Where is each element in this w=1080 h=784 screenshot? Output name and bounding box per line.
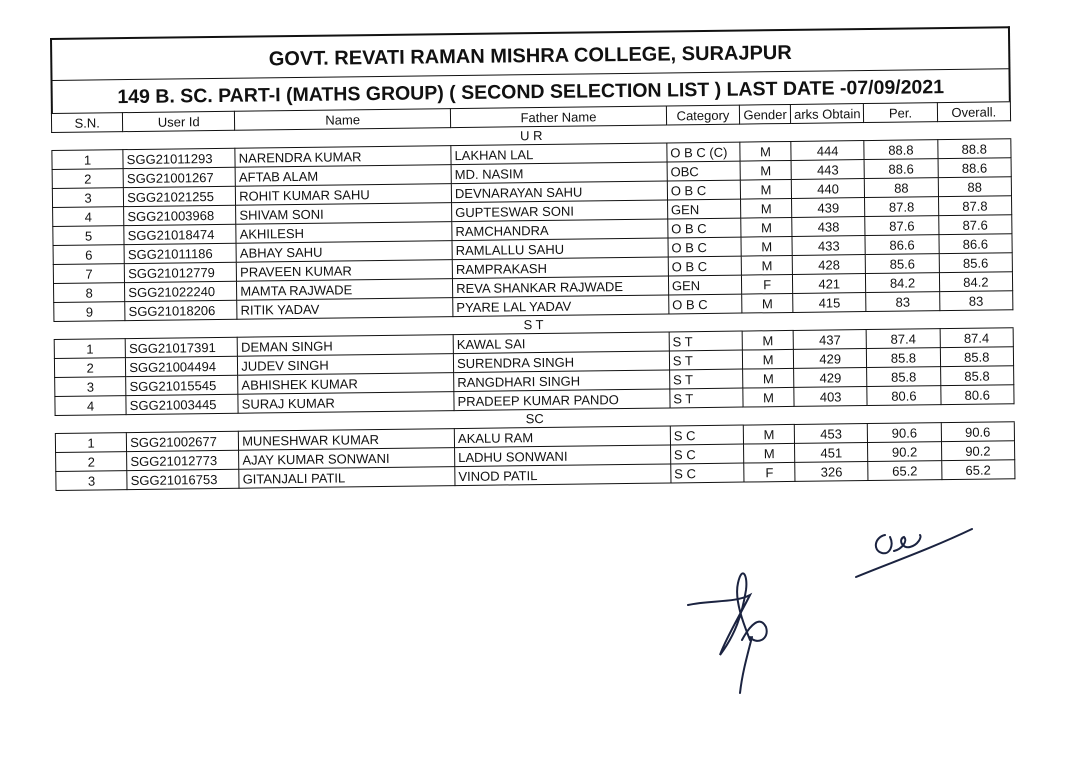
- cell-user-id: SGG21022240: [125, 281, 237, 301]
- col-marks: arks Obtain: [790, 104, 864, 124]
- cell-marks: 437: [793, 330, 867, 350]
- cell-per: 90.2: [868, 442, 942, 462]
- signature-2-icon: [850, 515, 980, 585]
- col-sn: S.N.: [51, 113, 122, 133]
- cell-marks: 421: [792, 274, 866, 294]
- cell-per: 85.8: [867, 367, 941, 387]
- cell-overall: 65.2: [941, 460, 1015, 480]
- cell-sn: 2: [54, 358, 125, 378]
- col-per: Per.: [864, 103, 938, 123]
- cell-marks: 439: [792, 198, 866, 218]
- cell-gender: M: [741, 217, 792, 237]
- cell-overall: 85.8: [940, 347, 1014, 367]
- cell-sn: 3: [55, 377, 126, 397]
- cell-category: S C: [670, 425, 744, 445]
- cell-overall: 90.6: [941, 422, 1015, 442]
- cell-per: 87.6: [865, 216, 939, 236]
- section-label: SC: [55, 404, 1014, 434]
- col-user-id: User Id: [123, 111, 235, 131]
- cell-category: O B C: [668, 218, 742, 238]
- cell-user-id: SGG21012779: [125, 262, 237, 282]
- cell-father-name: RAMLALLU SAHU: [452, 238, 668, 260]
- cell-name: MAMTA RAJWADE: [237, 279, 453, 301]
- cell-category: O B C (C): [667, 142, 741, 162]
- cell-sn: 9: [54, 302, 125, 322]
- cell-overall: 88: [938, 177, 1012, 197]
- cell-overall: 88.6: [938, 158, 1012, 178]
- cell-category: O B C: [667, 180, 741, 200]
- cell-per: 88.6: [864, 159, 938, 179]
- cell-gender: F: [742, 274, 793, 294]
- cell-sn: 3: [56, 471, 127, 491]
- section-label: S T: [54, 310, 1013, 340]
- cell-category: O B C: [668, 256, 742, 276]
- cell-name: AKHILESH: [236, 222, 452, 244]
- cell-overall: 87.8: [938, 196, 1012, 216]
- cell-category: GEN: [668, 275, 742, 295]
- cell-user-id: SGG21003968: [124, 205, 236, 225]
- title-box: [50, 26, 1011, 113]
- cell-gender: M: [740, 141, 791, 161]
- cell-marks: 451: [795, 443, 869, 463]
- selection-table: [51, 101, 1016, 491]
- cell-marks: 433: [792, 236, 866, 256]
- cell-gender: M: [743, 349, 794, 369]
- cell-gender: M: [743, 424, 794, 444]
- col-gender: Gender: [740, 104, 791, 124]
- cell-overall: 85.8: [940, 366, 1014, 386]
- cell-gender: M: [740, 179, 791, 199]
- cell-category: GEN: [667, 199, 741, 219]
- cell-user-id: SGG21017391: [125, 337, 237, 357]
- cell-marks: 415: [793, 293, 867, 313]
- cell-gender: M: [742, 330, 793, 350]
- cell-overall: 87.6: [938, 215, 1012, 235]
- cell-marks: 438: [792, 217, 866, 237]
- cell-category: O B C: [669, 294, 743, 314]
- cell-marks: 444: [791, 141, 865, 161]
- cell-per: 87.4: [866, 329, 940, 349]
- cell-category: OBC: [667, 161, 741, 181]
- cell-category: S T: [669, 331, 743, 351]
- cell-marks: 403: [794, 387, 868, 407]
- cell-category: S T: [669, 350, 743, 370]
- cell-marks: 453: [794, 424, 868, 444]
- cell-name: MUNESHWAR KUMAR: [239, 429, 455, 451]
- cell-sn: 1: [55, 433, 126, 453]
- cell-user-id: SGG21004494: [126, 356, 238, 376]
- cell-sn: 3: [52, 188, 123, 208]
- cell-user-id: SGG21016753: [127, 469, 239, 489]
- cell-sn: 1: [52, 150, 123, 170]
- cell-sn: 4: [53, 207, 124, 227]
- col-father-name: Father Name: [450, 106, 666, 128]
- cell-name: AFTAB ALAM: [235, 165, 451, 187]
- cell-gender: M: [741, 198, 792, 218]
- col-overall: Overall.: [937, 102, 1011, 122]
- cell-marks: 429: [793, 349, 867, 369]
- cell-father-name: LAKHAN LAL: [451, 143, 667, 165]
- cell-father-name: GUPTESWAR SONI: [452, 200, 668, 222]
- cell-user-id: SGG21001267: [123, 167, 235, 187]
- cell-name: NARENDRA KUMAR: [235, 146, 451, 168]
- cell-per: 90.6: [868, 423, 942, 443]
- col-category: Category: [666, 105, 740, 125]
- cell-name: JUDEV SINGH: [238, 354, 454, 376]
- cell-sn: 5: [53, 226, 124, 246]
- cell-overall: 90.2: [941, 441, 1015, 461]
- cell-father-name: REVA SHANKAR RAJWADE: [453, 276, 669, 298]
- col-name: Name: [235, 109, 451, 131]
- cell-father-name: RAMPRAKASH: [452, 257, 668, 279]
- cell-name: GITANJALI PATIL: [239, 467, 455, 489]
- cell-overall: 80.6: [940, 385, 1014, 405]
- cell-name: SURAJ KUMAR: [238, 392, 454, 414]
- cell-per: 86.6: [865, 235, 939, 255]
- cell-gender: M: [744, 443, 795, 463]
- cell-per: 80.6: [867, 386, 941, 406]
- cell-category: S T: [670, 388, 744, 408]
- cell-name: AJAY KUMAR SONWANI: [239, 448, 455, 470]
- cell-per: 85.8: [867, 348, 941, 368]
- cell-father-name: MD. NASIM: [451, 162, 667, 184]
- cell-gender: F: [744, 462, 795, 482]
- cell-marks: 429: [794, 368, 868, 388]
- cell-overall: 88.8: [937, 139, 1011, 159]
- cell-gender: M: [743, 368, 794, 388]
- cell-sn: 4: [55, 396, 126, 416]
- cell-father-name: RANGDHARI SINGH: [454, 370, 670, 392]
- cell-gender: M: [743, 387, 794, 407]
- cell-user-id: SGG21018206: [125, 300, 237, 320]
- cell-sn: 2: [56, 452, 127, 472]
- cell-user-id: SGG21011186: [124, 243, 236, 263]
- cell-overall: 87.4: [940, 328, 1014, 348]
- cell-sn: 8: [53, 283, 124, 303]
- cell-father-name: LADHU SONWANI: [455, 445, 671, 467]
- cell-per: 88: [865, 178, 939, 198]
- cell-user-id: SGG21018474: [124, 224, 236, 244]
- cell-marks: 443: [791, 160, 865, 180]
- cell-overall: 84.2: [939, 272, 1013, 292]
- signature-area: [680, 515, 980, 695]
- cell-gender: M: [741, 255, 792, 275]
- cell-category: S T: [669, 369, 743, 389]
- cell-overall: 85.6: [939, 253, 1013, 273]
- cell-category: S C: [671, 463, 745, 483]
- cell-father-name: PYARE LAL YADAV: [453, 295, 669, 317]
- college-title: GOVT. REVATI RAMAN MISHRA COLLEGE, SURAJPUR: [52, 28, 1008, 81]
- cell-sn: 6: [53, 245, 124, 265]
- cell-category: O B C: [668, 237, 742, 257]
- cell-father-name: DEVNARAYAN SAHU: [451, 181, 667, 203]
- cell-user-id: SGG21015545: [126, 375, 238, 395]
- cell-user-id: SGG21021255: [124, 186, 236, 206]
- table-body: [52, 121, 1015, 491]
- cell-father-name: AKALU RAM: [454, 426, 670, 448]
- cell-sn: 2: [52, 169, 123, 189]
- cell-per: 83: [866, 292, 940, 312]
- cell-name: ABHISHEK KUMAR: [238, 373, 454, 395]
- cell-overall: 83: [939, 291, 1013, 311]
- cell-name: RITIK YADAV: [237, 298, 453, 320]
- cell-per: 88.8: [864, 140, 938, 160]
- cell-user-id: SGG21011293: [123, 148, 235, 168]
- cell-marks: 440: [791, 179, 865, 199]
- cell-per: 65.2: [868, 461, 942, 481]
- cell-father-name: SURENDRA SINGH: [453, 351, 669, 373]
- cell-father-name: RAMCHANDRA: [452, 219, 668, 241]
- cell-marks: 326: [795, 462, 869, 482]
- cell-user-id: SGG21012773: [127, 450, 239, 470]
- cell-sn: 7: [53, 264, 124, 284]
- cell-father-name: VINOD PATIL: [455, 464, 671, 486]
- cell-per: 84.2: [866, 273, 940, 293]
- cell-gender: M: [740, 160, 791, 180]
- cell-name: SHIVAM SONI: [236, 203, 452, 225]
- signature-1-icon: [680, 545, 810, 695]
- cell-name: ROHIT KUMAR SAHU: [236, 184, 452, 206]
- cell-per: 85.6: [866, 254, 940, 274]
- cell-father-name: KAWAL SAI: [453, 332, 669, 354]
- cell-name: ABHAY SAHU: [236, 241, 452, 263]
- cell-user-id: SGG21003445: [126, 394, 238, 414]
- section-label: U R: [52, 121, 1011, 151]
- cell-per: 87.8: [865, 197, 939, 217]
- list-subtitle: 149 B. SC. PART-I (MATHS GROUP) ( SECOND SELECTION LIST ) LAST DATE -07/09/2021: [117, 76, 945, 109]
- cell-category: S C: [670, 444, 744, 464]
- cell-name: PRAVEEN KUMAR: [236, 260, 452, 282]
- cell-gender: M: [741, 236, 792, 256]
- cell-name: DEMAN SINGH: [237, 335, 453, 357]
- cell-father-name: PRADEEP KUMAR PANDO: [454, 389, 670, 411]
- cell-user-id: SGG21002677: [127, 431, 239, 451]
- cell-gender: M: [742, 293, 793, 313]
- cell-sn: 1: [54, 339, 125, 359]
- cell-overall: 86.6: [939, 234, 1013, 254]
- cell-marks: 428: [792, 255, 866, 275]
- selection-list-sheet: [50, 26, 1015, 491]
